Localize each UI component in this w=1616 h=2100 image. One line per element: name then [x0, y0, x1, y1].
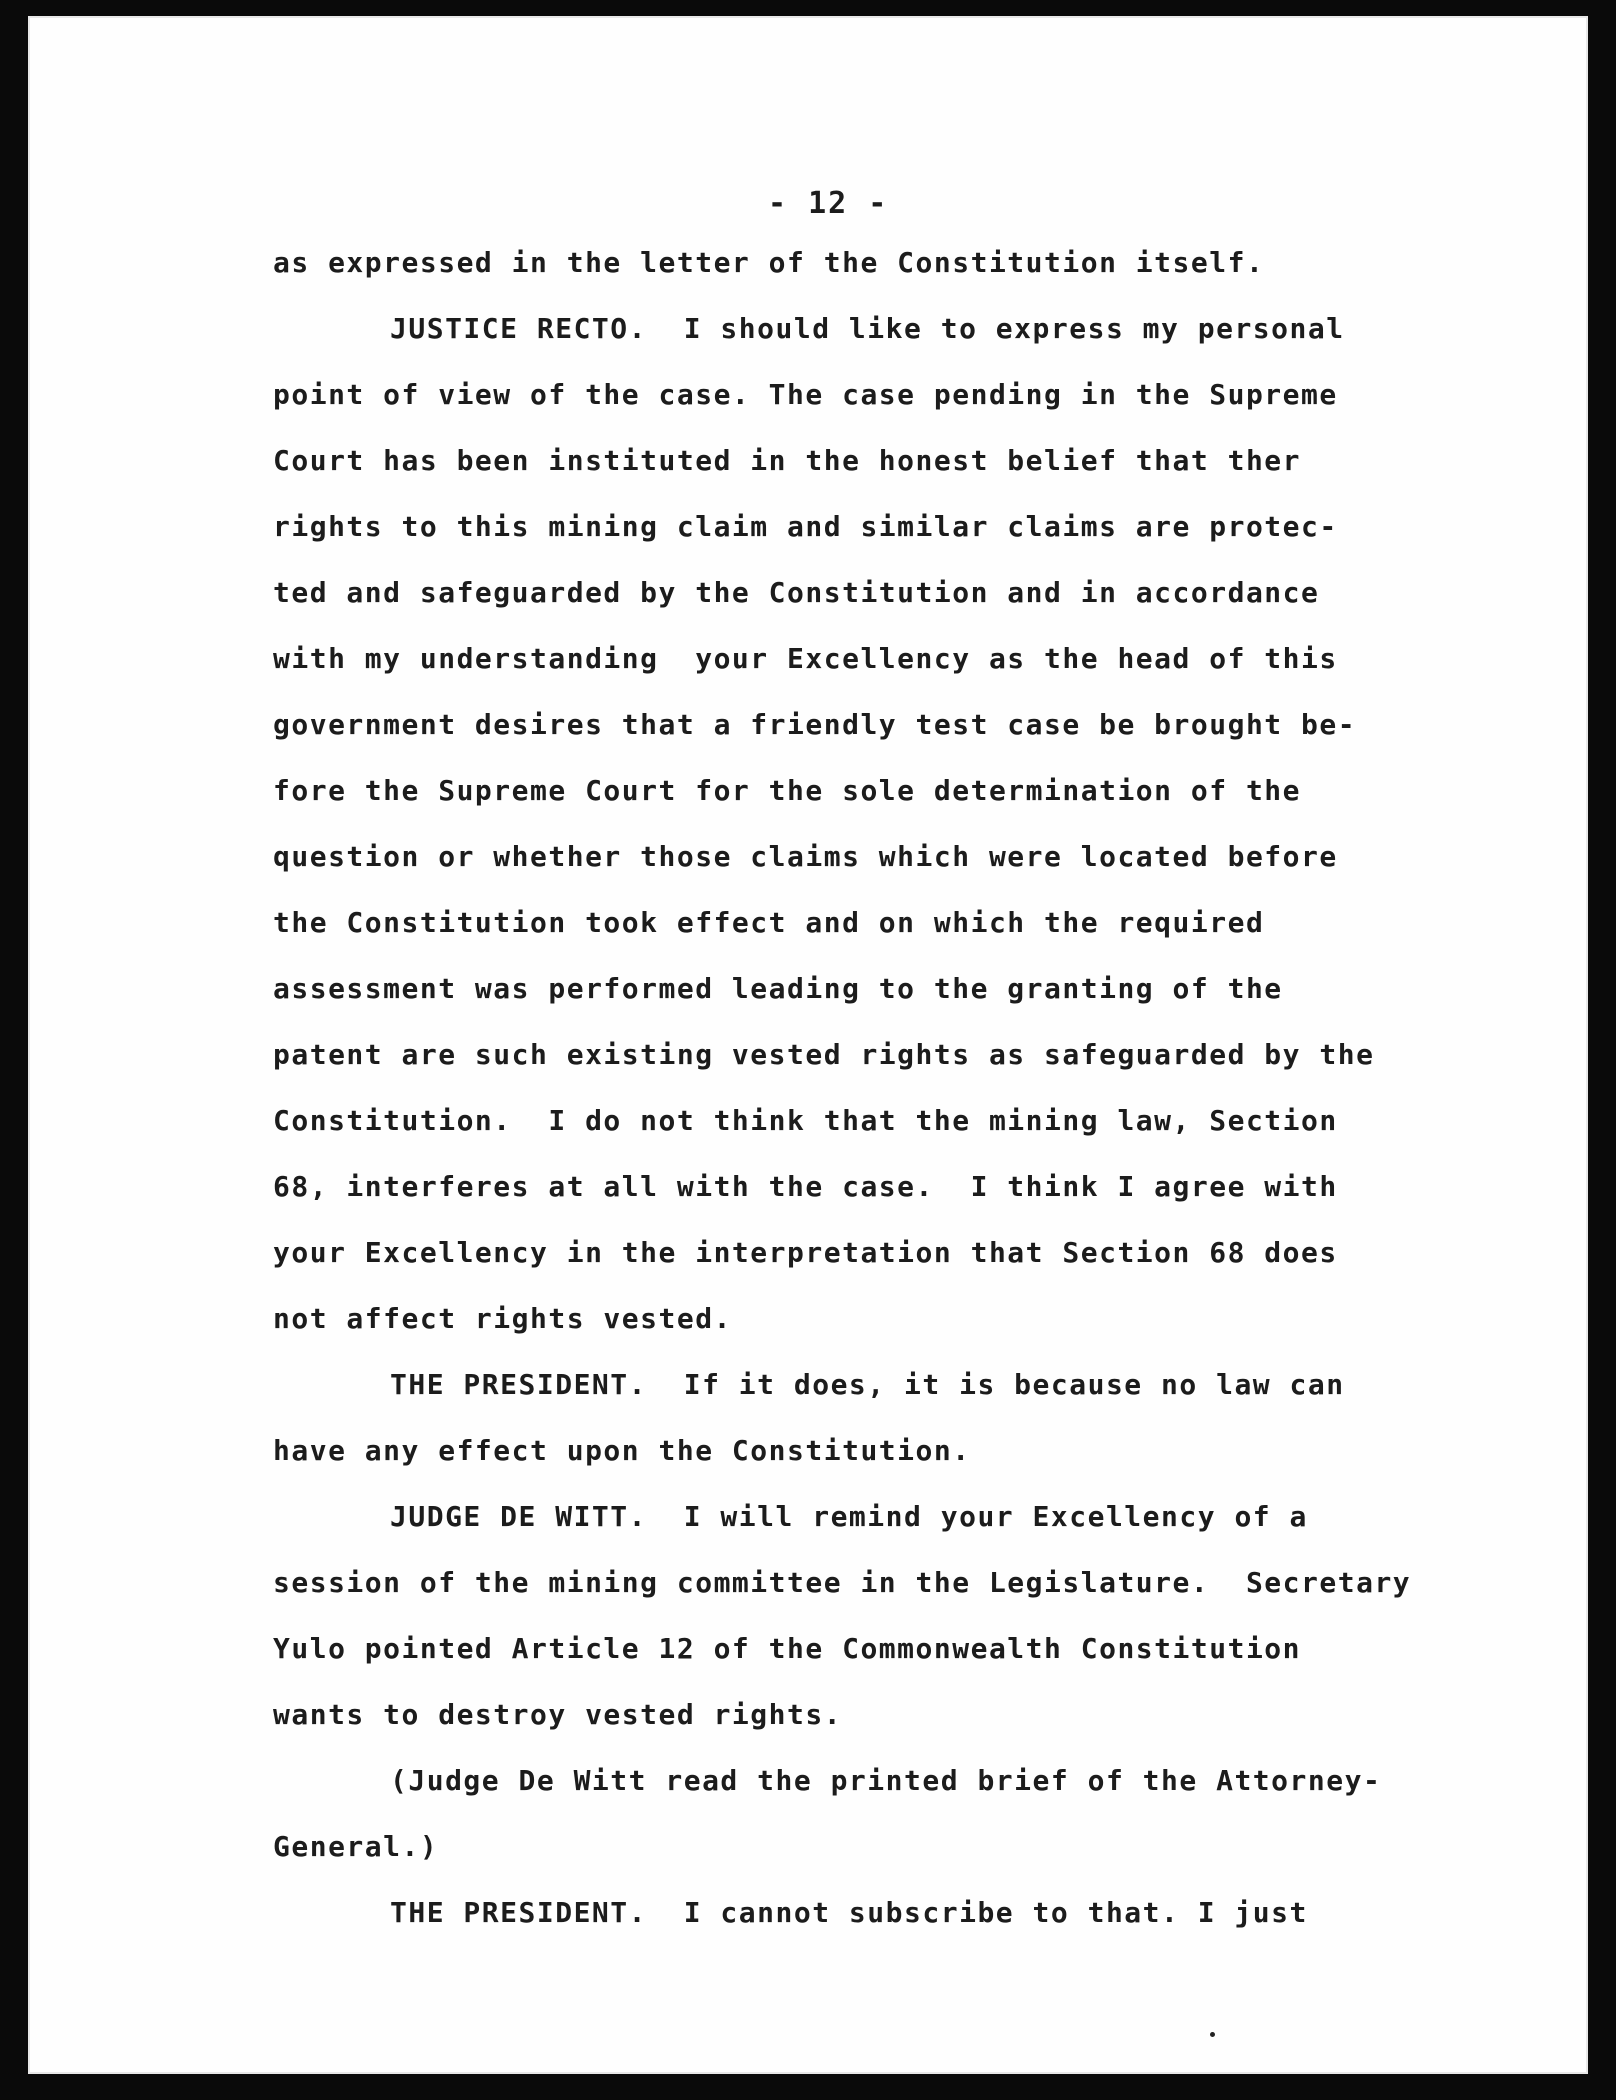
text-line: wants to destroy vested rights. [273, 1698, 843, 1731]
text-line: Yulo pointed Article 12 of the Commonwealth Constitution [273, 1632, 1302, 1665]
text-line: THE PRESIDENT. If it does, it is because no law can [390, 1368, 1345, 1401]
scan-speck [1210, 2032, 1215, 2037]
text-line: the Constitution took effect and on which the required [273, 906, 1265, 939]
text-line: point of view of the case. The case pending in the Supreme [273, 378, 1338, 411]
text-line: JUDGE DE WITT. I will remind your Excellency of a [390, 1500, 1308, 1533]
text-line: Constitution. I do not think that the mining law, Section [273, 1104, 1338, 1137]
text-line: fore the Supreme Court for the sole determination of the [273, 774, 1302, 807]
text-line: question or whether those claims which were located before [273, 840, 1338, 873]
text-line: Court has been instituted in the honest belief that ther [273, 444, 1302, 477]
text-line: government desires that a friendly test case be brought be- [273, 708, 1357, 741]
text-line: your Excellency in the interpretation that Section 68 does [273, 1236, 1338, 1269]
text-line: assessment was performed leading to the granting of the [273, 972, 1283, 1005]
transcript-body [28, 16, 1588, 2074]
text-line: rights to this mining claim and similar claims are protec- [273, 510, 1338, 543]
text-line: (Judge De Witt read the printed brief of the Attorney- [390, 1764, 1382, 1797]
text-line: session of the mining committee in the Legislature. Secretary [273, 1566, 1412, 1599]
text-line: General.) [273, 1830, 439, 1863]
text-line: as expressed in the letter of the Constitution itself. [273, 246, 1265, 279]
text-line: have any effect upon the Constitution. [273, 1434, 971, 1467]
text-line: THE PRESIDENT. I cannot subscribe to that. I just [390, 1896, 1308, 1929]
text-line: 68, interferes at all with the case. I think I agree with [273, 1170, 1338, 1203]
text-line: JUSTICE RECTO. I should like to express my personal [390, 312, 1345, 345]
document-page [28, 16, 1588, 2074]
text-line: with my understanding your Excellency as the head of this [273, 642, 1338, 675]
text-line: not affect rights vested. [273, 1302, 732, 1335]
page-number: - 12 - [768, 186, 889, 221]
text-line: ted and safeguarded by the Constitution and in accordance [273, 576, 1320, 609]
text-line: patent are such existing vested rights as safeguarded by the [273, 1038, 1375, 1071]
